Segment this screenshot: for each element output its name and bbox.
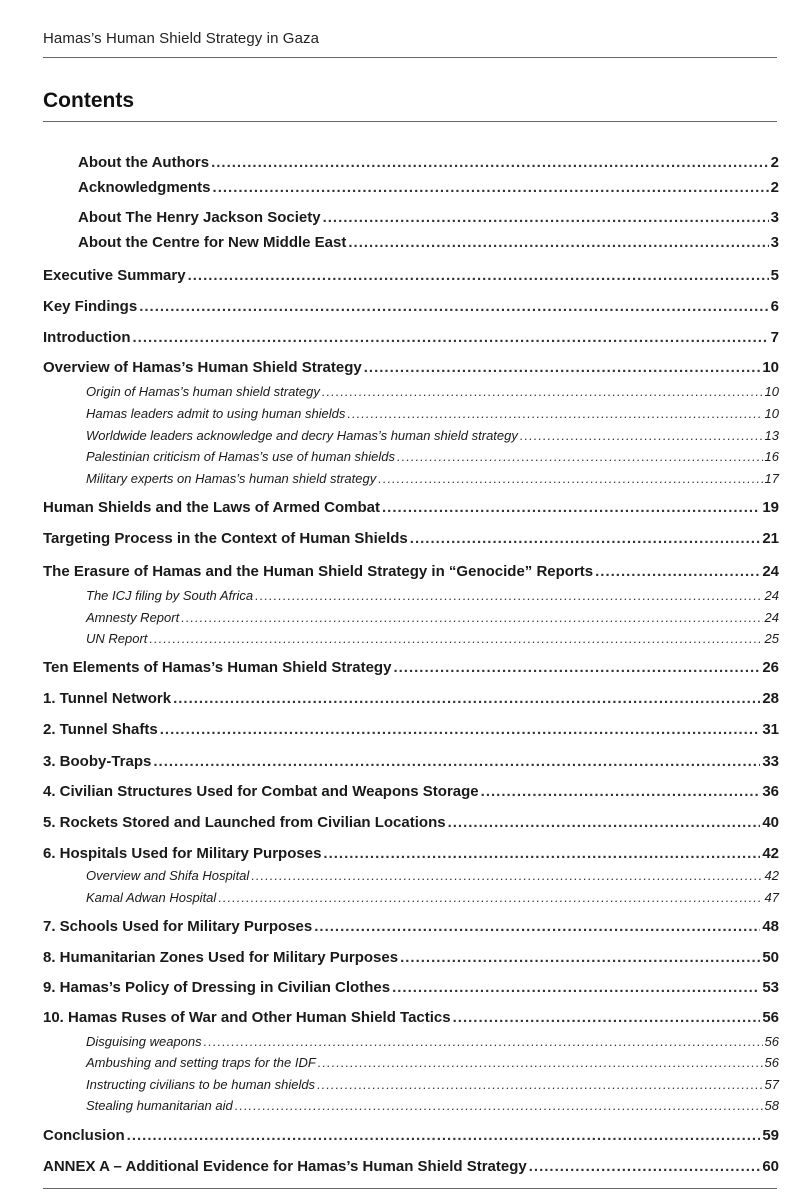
toc-page-number: 60 [762, 1158, 779, 1175]
dot-leader [218, 890, 762, 905]
toc-entry-title: 10. Hamas Ruses of War and Other Human Shield Tactics [43, 1009, 451, 1026]
toc-subentry[interactable] [86, 402, 779, 421]
toc-entry[interactable] [43, 748, 779, 770]
toc-page-number: 10 [764, 406, 779, 421]
toc-entry[interactable] [43, 293, 779, 315]
toc-entry-title: Targeting Process in the Context of Human Shields [43, 530, 408, 547]
toc-entry-title: About the Centre for New Middle East [78, 234, 347, 251]
toc-subentry[interactable] [86, 1051, 779, 1070]
toc-page-number: 6 [770, 298, 779, 315]
toc-entry[interactable] [43, 654, 779, 676]
toc-entry-title: UN Report [86, 631, 148, 646]
dot-leader [181, 610, 762, 625]
toc-entry[interactable] [43, 494, 779, 516]
dot-leader [348, 234, 768, 251]
toc-entry[interactable] [43, 716, 779, 738]
toc-entry-title: Instructing civilians to be human shields [86, 1077, 316, 1092]
toc-entry-title: 1. Tunnel Network [43, 690, 172, 707]
toc-subentry[interactable] [86, 1030, 779, 1049]
toc-entry[interactable] [43, 558, 779, 580]
dot-leader [323, 845, 760, 862]
toc-entry-title: The ICJ filing by South Africa [86, 588, 254, 603]
toc-entry-title: Key Findings [43, 298, 138, 315]
toc-entry-title: Acknowledgments [78, 179, 211, 196]
dot-leader [322, 384, 763, 399]
dot-leader [453, 1009, 761, 1026]
toc-entry[interactable] [43, 913, 779, 935]
dot-leader [251, 868, 762, 883]
toc-entry-title: About the Authors [78, 154, 210, 171]
toc-entry-title: Human Shields and the Laws of Armed Combat [43, 499, 380, 516]
dot-leader [149, 631, 762, 646]
toc-entry-title: Worldwide leaders acknowledge and decry Hamas’s human shield strategy [86, 428, 518, 443]
header-rule [43, 57, 777, 58]
toc-entry-title: Disguising weapons [86, 1034, 202, 1049]
dot-leader [323, 209, 769, 226]
toc-entry-title: Stealing humanitarian aid [86, 1098, 233, 1113]
dot-leader [347, 406, 762, 421]
toc-page-number: 40 [762, 814, 779, 831]
toc-entry-title: Hamas leaders admit to using human shields [86, 406, 346, 421]
toc-entry-title: The Erasure of Hamas and the Human Shield Strategy in “Genocide” Reports [43, 563, 594, 580]
toc-entry-title: Ambushing and setting traps for the IDF [86, 1055, 316, 1070]
toc-entry-title: 6. Hospitals Used for Military Purposes [43, 845, 322, 862]
toc-page-number: 28 [762, 690, 779, 707]
toc-entry[interactable] [78, 174, 779, 196]
toc-entry-title: Military experts on Hamas’s human shield strategy [86, 471, 377, 486]
toc-entry[interactable] [43, 324, 779, 346]
toc-page-number: 58 [764, 1098, 779, 1113]
toc-page-number: 3 [770, 209, 779, 226]
toc-page-number: 56 [764, 1055, 779, 1070]
dot-leader [410, 530, 761, 547]
toc-page-number: 2 [770, 179, 779, 196]
toc-entry-title: Palestinian criticism of Hamas’s use of human shields [86, 449, 396, 464]
toc-page-number: 7 [770, 329, 779, 346]
toc-subentry[interactable] [86, 467, 779, 486]
toc-entry[interactable] [78, 149, 779, 171]
toc-page-number: 24 [764, 588, 779, 603]
toc-page-number: 3 [770, 234, 779, 251]
dot-leader [481, 783, 761, 800]
dot-leader [213, 179, 769, 196]
toc-entry[interactable] [43, 525, 779, 547]
running-header-title: Hamas’s Human Shield Strategy in Gaza [43, 30, 320, 47]
toc-entry-title: 9. Hamas’s Policy of Dressing in Civilian Clothes [43, 979, 391, 996]
toc-entry[interactable] [43, 840, 779, 862]
toc-subentry[interactable] [86, 864, 779, 883]
toc-page-number: 31 [762, 721, 779, 738]
toc-entry[interactable] [43, 262, 779, 284]
dot-leader [127, 1127, 761, 1144]
dot-leader [382, 499, 760, 516]
dot-leader [520, 428, 763, 443]
toc-entry-title: Conclusion [43, 1127, 125, 1144]
toc-entry[interactable] [43, 944, 779, 966]
toc-entry-title: Executive Summary [43, 267, 186, 284]
toc-page-number: 42 [762, 845, 779, 862]
toc-entry-title: 3. Booby-Traps [43, 753, 152, 770]
dot-leader [400, 949, 760, 966]
toc-page-number: 24 [762, 563, 779, 580]
dot-leader [160, 721, 761, 738]
toc-entry[interactable] [43, 809, 779, 831]
toc-page-number: 19 [762, 499, 779, 516]
toc-subentry[interactable] [86, 606, 779, 625]
toc-entry-title: 5. Rockets Stored and Launched from Civilian Locations [43, 814, 446, 831]
toc-subentry[interactable] [86, 627, 779, 646]
toc-subentry[interactable] [86, 584, 779, 603]
toc-page-number: 25 [764, 631, 779, 646]
toc-entry-title: 2. Tunnel Shafts [43, 721, 158, 738]
toc-subentry[interactable] [86, 445, 779, 464]
toc-entry[interactable] [43, 1004, 779, 1026]
dot-leader [204, 1034, 763, 1049]
toc-page-number: 16 [764, 449, 779, 464]
toc-page-number: 33 [762, 753, 779, 770]
dot-leader [132, 329, 768, 346]
dot-leader [139, 298, 768, 315]
toc-page-number: 56 [764, 1034, 779, 1049]
toc-entry[interactable] [43, 974, 779, 996]
dot-leader [397, 449, 763, 464]
toc-subentry[interactable] [86, 886, 779, 905]
dot-leader [393, 659, 760, 676]
toc-subentry[interactable] [86, 1073, 779, 1092]
contents-rule [43, 121, 777, 122]
footer-rule [43, 1188, 777, 1189]
toc-entry[interactable] [78, 204, 779, 226]
toc-entry-title: Overview and Shifa Hospital [86, 868, 250, 883]
toc-page-number: 13 [764, 428, 779, 443]
dot-leader [318, 1055, 763, 1070]
dot-leader [364, 359, 761, 376]
toc-entry-title: Introduction [43, 329, 131, 346]
toc-subentry[interactable] [86, 380, 779, 399]
dot-leader [392, 979, 760, 996]
dot-leader [529, 1158, 761, 1175]
toc-entry[interactable] [43, 778, 779, 800]
toc-page-number: 36 [762, 783, 779, 800]
toc-entry-title: Amnesty Report [86, 610, 180, 625]
toc-subentry[interactable] [86, 424, 779, 443]
dot-leader [235, 1098, 763, 1113]
toc-page-number: 21 [762, 530, 779, 547]
toc-page-number: 10 [764, 384, 779, 399]
toc-page-number: 24 [764, 610, 779, 625]
dot-leader [173, 690, 760, 707]
dot-leader [188, 267, 769, 284]
toc-entry-title: 7. Schools Used for Military Purposes [43, 918, 313, 935]
toc-page-number: 48 [762, 918, 779, 935]
toc-entry[interactable] [43, 1153, 779, 1175]
dot-leader [448, 814, 761, 831]
toc-entry[interactable] [78, 229, 779, 251]
toc-entry-title: Ten Elements of Hamas’s Human Shield Strategy [43, 659, 392, 676]
dot-leader [255, 588, 762, 603]
toc-page-number: 42 [764, 868, 779, 883]
toc-page-number: 57 [764, 1077, 779, 1092]
toc-page-number: 53 [762, 979, 779, 996]
dot-leader [378, 471, 762, 486]
dot-leader [314, 918, 760, 935]
toc-page-number: 47 [764, 890, 779, 905]
toc-entry[interactable] [43, 685, 779, 707]
toc-entry-title: 8. Humanitarian Zones Used for Military Purposes [43, 949, 399, 966]
contents-heading: Contents [43, 89, 134, 112]
toc-subentry[interactable] [86, 1094, 779, 1113]
toc-page-number: 26 [762, 659, 779, 676]
toc-entry-title: 4. Civilian Structures Used for Combat and Weapons Storage [43, 783, 479, 800]
toc-entry-title: Origin of Hamas’s human shield strategy [86, 384, 320, 399]
toc-entry[interactable] [43, 354, 779, 376]
dot-leader [211, 154, 769, 171]
dot-leader [595, 563, 760, 580]
dot-leader [153, 753, 760, 770]
toc-page-number: 59 [762, 1127, 779, 1144]
toc-page-number: 5 [770, 267, 779, 284]
toc-entry[interactable] [43, 1122, 779, 1144]
toc-page-number: 10 [762, 359, 779, 376]
toc-page-number: 56 [762, 1009, 779, 1026]
toc-entry-title: Overview of Hamas’s Human Shield Strategy [43, 359, 362, 376]
toc-entry-title: About The Henry Jackson Society [78, 209, 321, 226]
toc-entry-title: ANNEX A – Additional Evidence for Hamas’s Human Shield Strategy [43, 1158, 527, 1175]
dot-leader [317, 1077, 762, 1092]
toc-page-number: 50 [762, 949, 779, 966]
toc-page-number: 2 [770, 154, 779, 171]
toc-page-number: 17 [764, 471, 779, 486]
toc-entry-title: Kamal Adwan Hospital [86, 890, 217, 905]
